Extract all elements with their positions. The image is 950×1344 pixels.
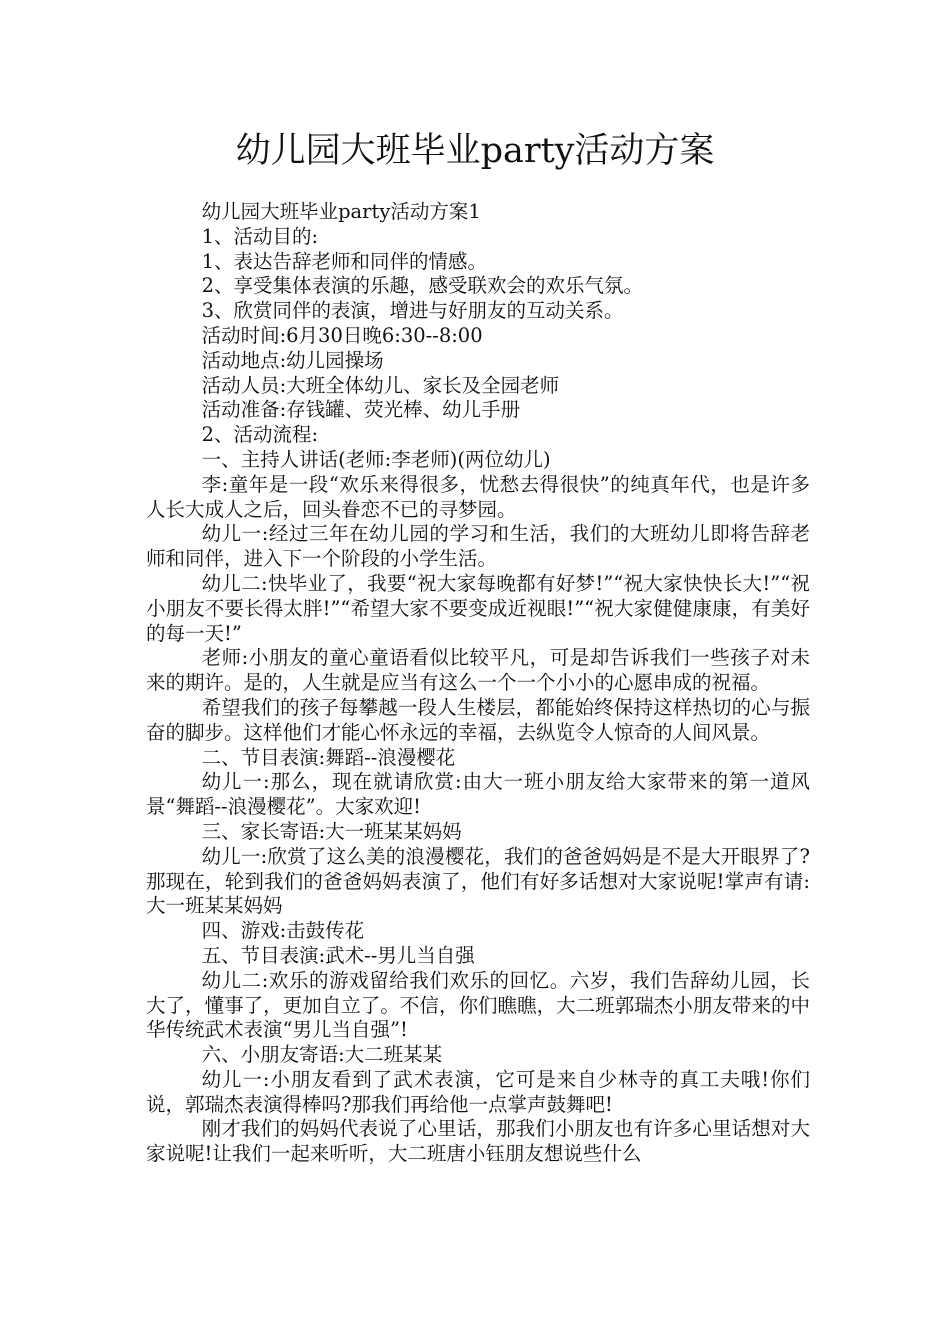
paragraph: 希望我们的孩子每攀越一段人生楼层，都能始终保持这样热切的心与振奋的脚步。这样他们才能心怀永远的幸福，去纵览令人惊奇的人间风景。 <box>146 695 810 744</box>
paragraph: 1、活动目的: <box>201 224 319 248</box>
paragraph: 幼儿一:欣赏了这么美的浪漫樱花，我们的爸爸妈妈是不是大开眼界了?那现在，轮到我们的爸爸妈妈表演了，他们有好多话想对大家说呢!掌声有请:大一班某某妈妈 <box>146 844 810 918</box>
paragraph: 李:童年是一段“欢乐来得很多，忧愁去得很快”的纯真年代，也是许多人长大成人之后，回头眷恋不已的寻梦园。 <box>146 472 810 521</box>
paragraph: 幼儿二:快毕业了，我要“祝大家每晚都有好梦!”“祝大家快快长大!”“祝小朋友不要长得太胖!”“希望大家不要变成近视眼!”“祝大家健健康康，有美好的每一天!” <box>146 571 810 645</box>
paragraph: 刚才我们的妈妈代表说了心里话，那我们小朋友也有许多心里话想对大家说呢!让我们一起来听听，大二班唐小钰朋友想说些什么 <box>146 1117 810 1166</box>
paragraph: 一、主持人讲话(老师:李老师)(两位幼儿) <box>201 447 551 471</box>
paragraph: 2、享受集体表演的乐趣，感受联欢会的欢乐气氛。 <box>201 274 643 298</box>
paragraph: 五、节目表演:武术--男儿当自强 <box>201 943 475 967</box>
paragraph: 老师:小朋友的童心童语看似比较平凡，可是却告诉我们一些孩子对未来的期许。是的，人生就是应当有这么一个一个小小的心愿串成的祝福。 <box>146 646 810 695</box>
paragraph: 活动准备:存钱罐、荧光棒、幼儿手册 <box>201 398 521 422</box>
paragraph: 三、家长寄语:大一班某某妈妈 <box>201 819 462 843</box>
paragraph: 六、小朋友寄语:大二班某某 <box>201 1043 443 1067</box>
paragraph: 活动人员:大班全体幼儿、家长及全园老师 <box>201 373 560 397</box>
paragraph: 四、游戏:击鼓传花 <box>201 919 365 943</box>
paragraph: 幼儿二:欢乐的游戏留给我们欢乐的回忆。六岁，我们告辞幼儿园，长大了，懂事了，更加自立了。不信，你们瞧瞧，大二班郭瑞杰小朋友带来的中华传统武术表演“男儿当自强”! <box>146 968 810 1042</box>
paragraph: 幼儿一:经过三年在幼儿园的学习和生活，我们的大班幼儿即将告辞老师和同伴，进入下一个阶段的小学生活。 <box>146 522 810 571</box>
paragraph: 1、表达告辞老师和同伴的情感。 <box>201 249 487 273</box>
paragraph: 活动时间:6月30日晚6:30--8:00 <box>201 323 483 347</box>
document-body <box>146 200 810 1167</box>
document-title: 幼儿园大班毕业party活动方案 <box>235 131 715 171</box>
paragraph: 2、活动流程: <box>201 423 319 447</box>
paragraph: 幼儿一:小朋友看到了武术表演，它可是来自少林寺的真工夫哦!你们说，郭瑞杰表演得棒吗?那我们再给他一点掌声鼓舞吧! <box>146 1067 810 1116</box>
paragraph: 3、欣赏同伴的表演，增进与好朋友的互动关系。 <box>201 299 624 323</box>
paragraph: 二、节目表演:舞蹈--浪漫樱花 <box>201 745 456 769</box>
paragraph: 幼儿园大班毕业party活动方案1 <box>201 200 481 223</box>
paragraph: 幼儿一:那么，现在就请欣赏:由大一班小朋友给大家带来的第一道风景“舞蹈--浪漫樱花”。大家欢迎! <box>146 770 810 819</box>
paragraph: 活动地点:幼儿园操场 <box>201 348 384 372</box>
